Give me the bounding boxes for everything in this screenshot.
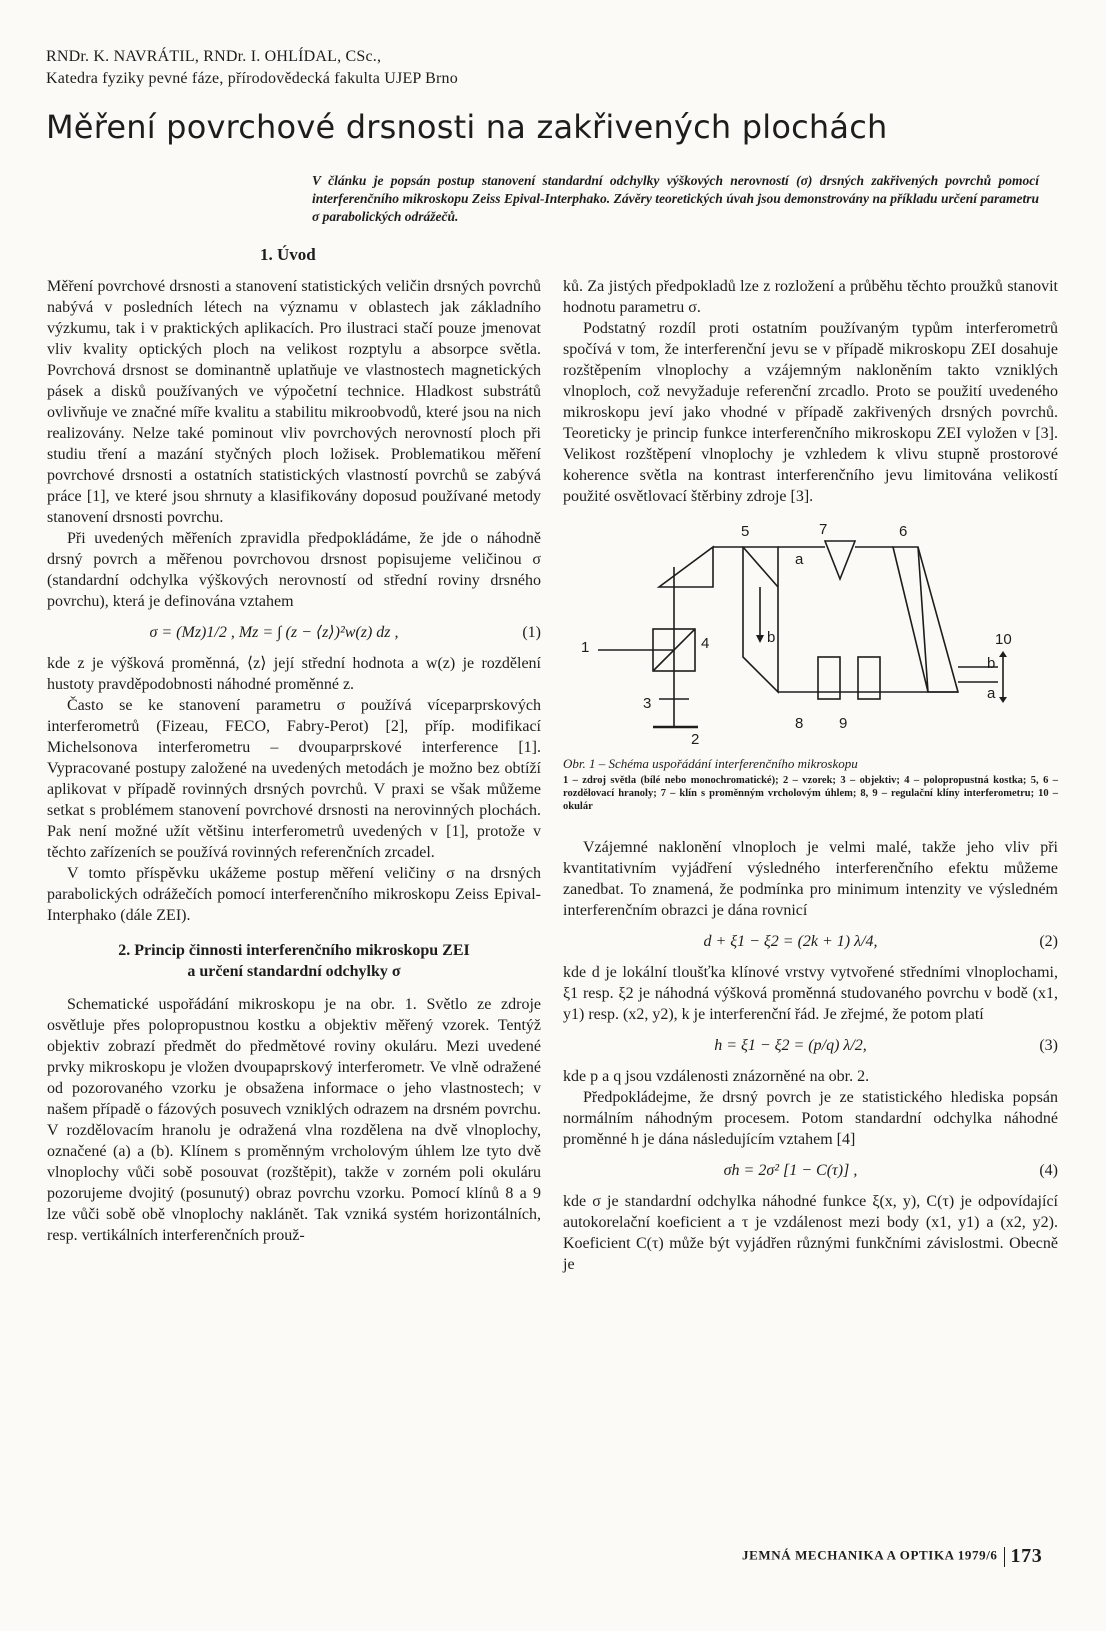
paragraph: kde d je lokální tloušťka klínové vrstvy vytvořené středními vlnoplochami, ξ1 resp. ξ2 je náhodná výšková proměnná studovaného povrchu v bodě (x1, y1) resp. (x2, y2), k je interferenční řád. Je zřejmé, že potom platí bbox=[563, 964, 1058, 1023]
equation-2 bbox=[563, 931, 1058, 952]
equation-4 bbox=[563, 1160, 1058, 1181]
figure-label: 4 bbox=[701, 635, 710, 652]
figure-label: 2 bbox=[691, 731, 700, 748]
figure-label: 3 bbox=[643, 695, 652, 712]
paragraph: Často se ke stanovení parametru σ používá víceparprskových interferometrů (Fizeau, FECO, Fabry-Perot) [2], příp. modifikací Michelsonova interferometru – dvouparprskové interference [1]. Vypracované postupy založené na uvedených metodách je možno bez obtíží aplikovat v případě rovinných drsných povrchů. V praxi se však můžeme setkat s problémem stanovení povrchové drsnosti na nerovinných plochách. Pak není možné užít většinu interferometrů uvedených v [1], protože v těchto zařízeních se používá rovinných referenčních zrcadel. bbox=[47, 697, 541, 861]
right-column bbox=[563, 276, 1058, 1275]
figure-label: a bbox=[987, 685, 996, 702]
figure-caption: Obr. 1 – Schéma uspořádání interferenčního mikroskopu bbox=[563, 756, 858, 771]
section-1-heading: 1. Úvod bbox=[260, 245, 316, 264]
equation-4-number: (4) bbox=[1039, 1162, 1058, 1179]
author-block bbox=[46, 46, 458, 90]
prism-5 bbox=[659, 547, 713, 587]
equation-1 bbox=[47, 622, 541, 643]
figure-label: b bbox=[987, 655, 996, 672]
figure-label: 8 bbox=[795, 715, 804, 732]
paragraph: ků. Za jistých předpokladů lze z rozložení a průběhu těchto proužků stanovit hodnotu parametru σ. bbox=[563, 278, 1058, 316]
page-footer bbox=[742, 1545, 1042, 1568]
equation-3-number: (3) bbox=[1039, 1037, 1058, 1054]
figure-label: 7 bbox=[819, 521, 828, 538]
equation-3 bbox=[563, 1035, 1058, 1056]
paragraph: Schematické uspořádání mikroskopu je na obr. 1. Světlo ze zdroje osvětluje přes polopropustnou kostku a objektiv měřený vzorek. Tentýž objektiv zobrazí předmět do předmětové roviny okuláru. Mezi uvedené prvky mikroskopu je vložen dvoupaprskový interferometr. Ve vlně odražené od pozorovaného vzorku je obsažena informace o jeho vlastnostech; v našem případě o fázových posuvech vzniklých odrazem na drsném povrchu. V rozdělovacím hranolu je odražená vlna rozdělena na dvě vlnoplochy, označené (a) a (b). Klínem s proměnným vrcholovým úhlem lze tyto dvě vlnoplochy vůči sobě posouvat (rozštěpit), takže v zorném poli okuláru pozorujeme dvojitý (posunutý) obraz povrchu vzorku. Pomocí klínů 8 a 9 lze vůči sobě obě vlnoplochy naklánět. Tak vzniká systém horizontálních, resp. vertikálních interferenčních prouž- bbox=[47, 996, 541, 1244]
author-affiliation: Katedra fyziky pevné fáze, přírodovědecká fakulta UJEP Brno bbox=[46, 70, 458, 87]
equation-4-body: σh = 2σ² [1 − C(τ)] , bbox=[723, 1162, 858, 1179]
paragraph: Podstatný rozdíl proti ostatním používaným typům interferometrů spočívá v tom, že interferenční jevu se v případě mikroskopu ZEI dosahuje rozštěpením vlnoplochy a vzájemným nakloněním takto vzniklých vlnoploch, což nevyžaduje referenční zrcadlo. Proto se použití uvedeného mikroskopu jeví jako vhodné v případě zakřivených drsných povrchů. Teoreticky je princip funkce interferenčního mikroskopu ZEI vyložen v [3]. Velikost rozštěpení vlnoplochy je vzhledem k vlivu stupně prostorové koherence světla na kontrast interferenčního jevu limitována velikostí použité osvětlovací štěrbiny zdroje [3]. bbox=[563, 320, 1058, 505]
equation-2-body: d + ξ1 − ξ2 = (2k + 1) λ/4, bbox=[703, 933, 878, 950]
paragraph: V tomto příspěvku ukážeme postup měření veličiny σ na drsných parabolických odrážečích pomocí interferenčního mikroskopu Zeiss Epival-Interphako (dále ZEI). bbox=[47, 865, 541, 924]
paragraph: Vzájemné naklonění vlnoploch je velmi malé, takže jeho vliv při kvantitativním vyjádření výsledného interferenčního efektu můžeme zanedbat. To znamená, že podmínka pro minimum intenzity ve výsledném interferenčním obrazci je dána rovnicí bbox=[563, 839, 1058, 919]
abstract: V článku je popsán postup stanovení standardní odchylky výškových nerovností (σ) drsných zakřivených povrchů pomocí interferenčního mikroskopu Zeiss Epival-Interphako. Závěry teoretických úvah jsou demonstrovány na příkladu určení parametru σ parabolických odrážečů. bbox=[312, 173, 1039, 224]
footer-divider bbox=[1004, 1547, 1005, 1567]
figure-label: a bbox=[795, 551, 804, 568]
section-2-heading bbox=[47, 940, 541, 982]
equation-3-body: h = ξ1 − ξ2 = (p/q) λ/2, bbox=[714, 1037, 867, 1054]
journal-name: JEMNÁ MECHANIKA A OPTIKA 1979/6 bbox=[742, 1547, 998, 1563]
article-title: Měření povrchové drsnosti na zakřivených plochách bbox=[46, 108, 888, 146]
paragraph: kde z je výšková proměnná, ⟨z⟩ její střední hodnota a w(z) je rozdělení hustoty pravděpodobnosti náhodné proměnné z. bbox=[47, 655, 541, 693]
section-2-heading-line1: 2. Princip činnosti interferenčního mikroskopu ZEI bbox=[118, 942, 470, 959]
paragraph: Předpokládejme, že drsný povrch je ze statistického hlediska popsán normálním náhodným procesem. Potom standardní odchylka náhodné proměnné h je dána následujícím vztahem [4] bbox=[563, 1089, 1058, 1148]
equation-2-number: (2) bbox=[1039, 933, 1058, 950]
splitting-prism-6 bbox=[893, 547, 958, 692]
paragraph: kde p a q jsou vzdálenosti znázorněné na obr. 2. bbox=[563, 1068, 870, 1085]
figure-legend: 1 – zdroj světla (bílé nebo monochromatické); 2 – vzorek; 3 – objektiv; 4 – polopropustná kostka; 5, 6 – rozdělovací hranoly; 7 – klín s proměnným vrcholovým úhlem; 8, 9 – regulační klíny interferometru; 10 – okulár bbox=[563, 775, 1058, 812]
figure-label: b bbox=[767, 629, 776, 646]
microscope-diagram bbox=[563, 517, 1058, 747]
paragraph: Při uvedených měřeních zpravidla předpokládáme, že jde o náhodně drsný povrch a měřenou povrchovou drsnost popisujeme veličinou σ (standardní odchylka výškových nerovností od střední roviny drsného povrchu), která je definována vztahem bbox=[47, 530, 541, 610]
equation-1-number: (1) bbox=[522, 624, 541, 641]
figure-label: 1 bbox=[581, 639, 590, 656]
equation-1-body: σ = (Mz)1/2 , Mz = ∫ (z − ⟨z⟩)²w(z) dz , bbox=[149, 624, 399, 641]
figure-1-schematic bbox=[563, 517, 1058, 747]
paragraph: Měření povrchové drsnosti a stanovení statistických veličin drsných povrchů nabývá v posledních létech na významu v oblastech jak základního výzkumu, tak i v praktických aplikacích. Pro ilustraci stačí pouze jmenovat vliv kvality optických ploch na velikost rozptylu a absorpce světla. Povrchová drsnost se dominantně uplatňuje ve vlastnostech magnetických pásek a disků používaných ve výpočetní technice. Hladkost substrátů ovlivňuje ve značné míře kvalitu a stabilitu mikroobvodů, které jsou na nich realizovány. Nelze také pominout vliv povrchových nerovností ploch při studiu tření a mazání styčných ploch ložisek. Problematikou měření povrchové drsnosti a ostatních statistických vlastností povrchů se zabývá práce [1], ve které jsou shrnuty a klasifikovány doposud používané metody stanovení drsnosti povrchu. bbox=[47, 278, 541, 526]
paragraph: kde σ je standardní odchylka náhodné funkce ξ(x, y), C(τ) je odpovídající autokorelační koeficient a τ je vzdálenost mezi body (x1, y1) a (x2, y2). Koeficient C(τ) může být vyjádřen různými funkčními závislostmi. Obecně je bbox=[563, 1193, 1058, 1273]
author-names: RNDr. K. NAVRÁTIL, RNDr. I. OHLÍDAL, CSc., bbox=[46, 48, 382, 65]
figure-label: 6 bbox=[899, 523, 908, 540]
figure-label: 10 bbox=[995, 631, 1012, 648]
left-column bbox=[47, 276, 541, 1246]
section-2-heading-line2: a určení standardní odchylky σ bbox=[187, 963, 401, 980]
figure-label: 5 bbox=[741, 523, 750, 540]
figure-label: 9 bbox=[839, 715, 848, 732]
wedge-7 bbox=[825, 541, 855, 579]
page-number: 173 bbox=[1010, 1545, 1043, 1567]
